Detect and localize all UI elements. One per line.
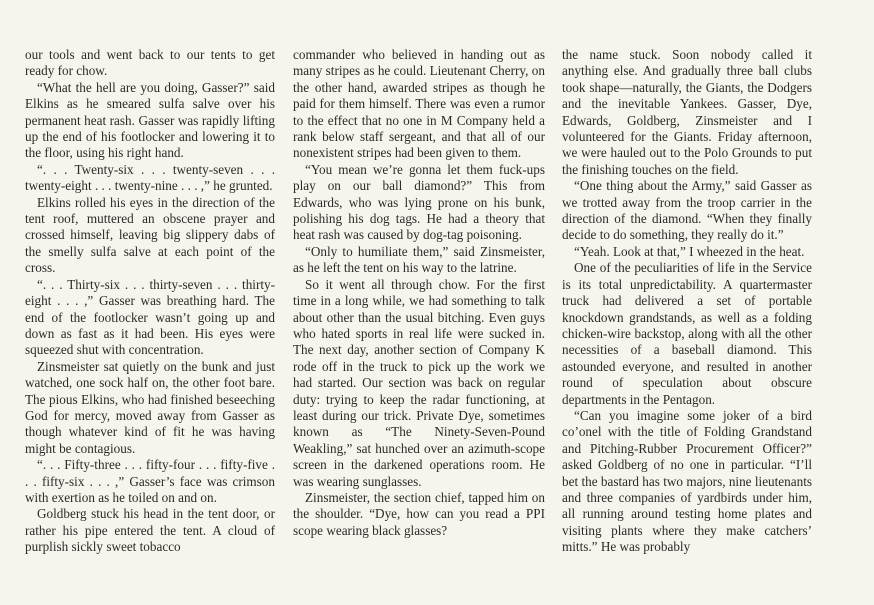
paragraph: commander who believed in handing out as many stripes as he could. Lieutenant Cherry, on the other hand, awarded stripes as though he paid for them himself. There was even a rumor to the effect that no one in M Company held a rank below staff sergeant, and that all of our nonexistent stripes had been given to them.: [293, 47, 545, 161]
paragraph: “What the hell are you doing, Gasser?” said Elkins as he smeared sulfa salve over his permanent heat rash. Gasser was rapidly lifting up the end of his footlocker and lowering it to the floor, using his right hand.: [25, 79, 275, 161]
paragraph: “Can you imagine some joker of a bird co’onel with the title of Folding Grandstand and Pitching-Rubber Procurement Officer?” asked Goldberg of no one in particular. “I’ll bet the bastard has two majors, nine lieutenants and three companies of yardbirds under him, all running around testing home plates and visiting plants where they make catchers’ mitts.” He was probably: [562, 407, 812, 555]
paragraph: Elkins rolled his eyes in the direction of the tent roof, muttered an obscene prayer and crossed himself, leaving big slippery dabs of the smelly sulfa salve at each point of the cross.: [25, 194, 275, 276]
paragraph: our tools and went back to our tents to get ready for chow.: [25, 47, 275, 79]
paragraph: “Only to humiliate them,” said Zinsmeister, as he left the tent on his way to the latrine.: [293, 243, 545, 276]
paragraph: the name stuck. Soon nobody called it anything else. And gradually three ball clubs took shape—naturally, the Giants, the Dodgers and the inevitable Yankees. Gasser, Dye, Edwards, Goldberg, Zinsmeister and I volunteered for the Giants. Friday afternoon, we were hauled out to the Polo Grounds to put the finishing touches on the field.: [562, 47, 812, 177]
paragraph: Zinsmeister, the section chief, tapped him on the shoulder. “Dye, how can you read a PPI scope wearing black glasses?: [293, 489, 545, 538]
paragraph: “. . . Thirty-six . . . thirty-seven . . . thirty-eight . . . ,” Gasser was breathing hard. The end of the footlocker wasn’t going up and down as fast as it had been. His eyes were squeezed shut with concentration.: [25, 276, 275, 358]
paragraph: “You mean we’re gonna let them fuck-ups play on our ball diamond?” This from Edwards, who was lying prone on his bunk, polishing his dog tags. He had a theory that heat rash was caused by dog-tag poisoning.: [293, 161, 545, 243]
paragraph: One of the peculiarities of life in the Service is its total unpredictability. A quartermaster truck had delivered a set of portable knockdown grandstands, as well as a folding chicken-wire backstop, along with all the other necessities of a baseball diamond. This astounded everyone, and resulted in another round of speculation about obscure departments in the Pentagon.: [562, 260, 812, 407]
text-column-1: [25, 47, 275, 556]
text-column-3: [562, 47, 812, 556]
paragraph: “. . . Twenty-six . . . twenty-seven . . . twenty-eight . . . twenty-nine . . . ,” he grunted.: [25, 161, 275, 194]
paragraph: So it went all through chow. For the first time in a long while, we had something to talk about other than the usual bitching. Even guys who hated sports in real life were sucked in. The next day, another section of Company K rode off in the truck to pick up the work we had started. Our section was back on regular duty: trying to keep the radar functioning, at least during our trick. Private Dye, sometimes known as “The Ninety-Seven-Pound Weakling,” sat hunched over an azimuth-scope screen in the darkened operations room. He was wearing sunglasses.: [293, 276, 545, 489]
paragraph: “One thing about the Army,” said Gasser as we trotted away from the troop carrier in the direction of the diamond. “When they finally decide to do something, they really do it.”: [562, 178, 812, 243]
paragraph: Goldberg stuck his head in the tent door, or rather his pipe entered the tent. A cloud of purplish sickly sweet tobacco: [25, 506, 275, 555]
paragraph: “. . . Fifty-three . . . fifty-four . . . fifty-five . . . fifty-six . . . ,” Gasser’s face was crimson with exertion as he toiled on and on.: [25, 457, 275, 505]
paragraph: Zinsmeister sat quietly on the bunk and just watched, one sock half on, the other foot bare. The pious Elkins, who had finished beseeching God for mercy, moved away from Gasser as though whatever kind of fit he was having might be contagious.: [25, 358, 275, 456]
paragraph: “Yeah. Look at that,” I wheezed in the heat.: [574, 243, 805, 259]
text-column-2: [293, 47, 545, 539]
